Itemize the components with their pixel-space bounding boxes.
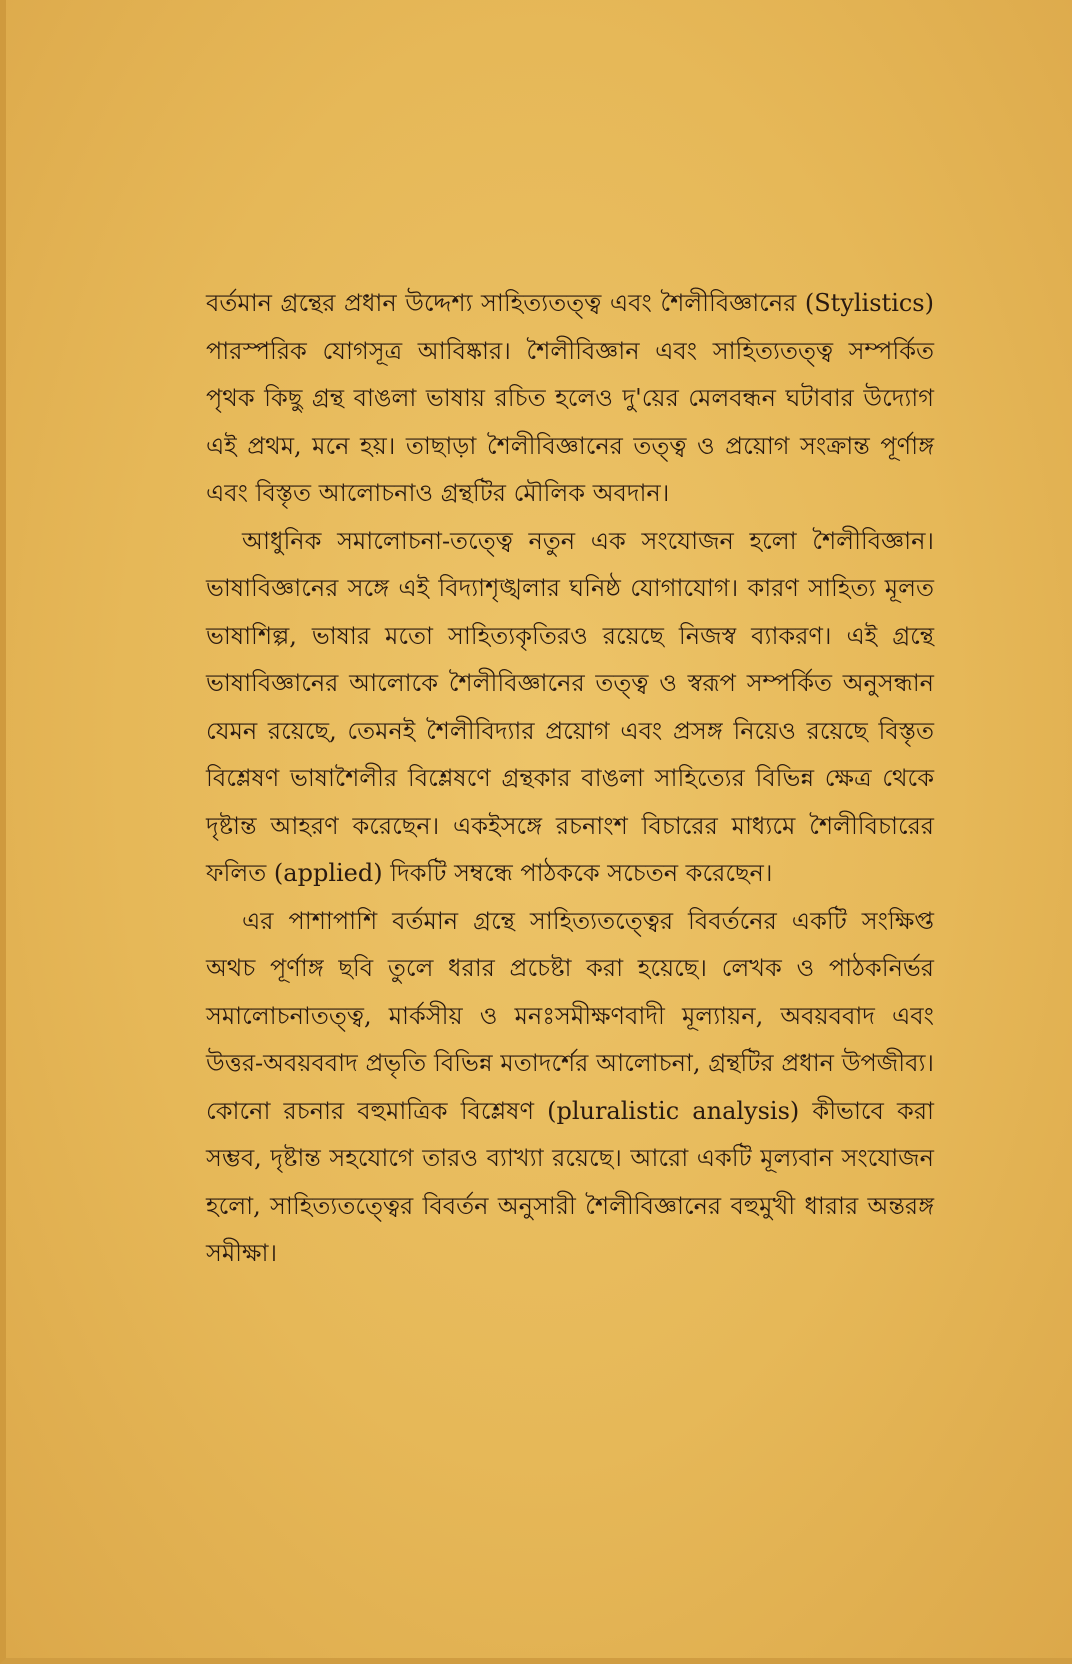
blurb-paragraph-2: আধুনিক সমালোচনা-তত্ত্বে নতুন এক সংযোজন হলো শৈলীবিজ্ঞান। ভাষাবিজ্ঞানের সঙ্গে এই বিদ্যাশৃঙ্খলার ঘনিষ্ঠ যোগাযোগ। কারণ সাহিত্য মূলত ভাষাশিল্প, ভাষার মতো সাহিত্যকৃতিরও রয়েছে নিজস্ব ব্যাকরণ। এই গ্রন্থে ভাষাবিজ্ঞানের আলোকে শৈলীবিজ্ঞানের তত্ত্ব ও স্বরূপ সম্পর্কিত অনুসন্ধান যেমন রয়েছে, তেমনই শৈলীবিদ্যার প্রয়োগ এবং প্রসঙ্গ নিয়েও রয়েছে বিস্তৃত বিশ্লেষণ ভাষাশৈলীর বিশ্লেষণে গ্রন্থকার বাঙলা সাহিত্যের বিভিন্ন ক্ষেত্র থেকে দৃষ্টান্ত আহরণ করেছেন। একইসঙ্গে রচনাংশ বিচারের মাধ্যমে শৈলীবিচারের ফলিত (applied) দিকটি সম্বন্ধে পাঠককে সচেতন করেছেন। [206,526,934,887]
blurb-paragraph-1: বর্তমান গ্রন্থের প্রধান উদ্দেশ্য সাহিত্যতত্ত্ব এবং শৈলীবিজ্ঞানের (Stylistics) পারস্পরিক যোগসূত্র আবিষ্কার। শৈলীবিজ্ঞান এবং সাহিত্যতত্ত্ব সম্পর্কিত পৃথক কিছু গ্রন্থ বাঙলা ভাষায় রচিত হলেও দু'য়ের মেলবন্ধন ঘটাবার উদ্যোগ এই প্রথম, মনে হয়। তাছাড়া শৈলীবিজ্ঞানের তত্ত্ব ও প্রয়োগ সংক্রান্ত পূর্ণাঙ্গ এবং বিস্তৃত আলোচনাও গ্রন্থটির মৌলিক অবদান। [206,289,934,507]
cover-blurb [206,280,934,1278]
blurb-paragraph-3: এর পাশাপাশি বর্তমান গ্রন্থে সাহিত্যতত্ত্বের বিবর্তনের একটি সংক্ষিপ্ত অথচ পূর্ণাঙ্গ ছবি তুলে ধরার প্রচেষ্টা করা হয়েছে। লেখক ও পাঠকনির্ভর সমালোচনাতত্ত্ব, মার্কসীয় ও মনঃসমীক্ষণবাদী মূল্যায়ন, অবয়ববাদ এবং উত্তর-অবয়ববাদ প্রভৃতি বিভিন্ন মতাদর্শের আলোচনা, গ্রন্থটির প্রধান উপজীব্য। কোনো রচনার বহুমাত্রিক বিশ্লেষণ (pluralistic analysis) কীভাবে করা সম্ভব, দৃষ্টান্ত সহযোগে তারও ব্যাখ্যা রয়েছে। আরো একটি মূল্যবান সংযোজন হলো, সাহিত্যতত্ত্বের বিবর্তন অনুসারী শৈলীবিজ্ঞানের বহুমুখী ধারার অন্তরঙ্গ সমীক্ষা। [206,906,934,1267]
